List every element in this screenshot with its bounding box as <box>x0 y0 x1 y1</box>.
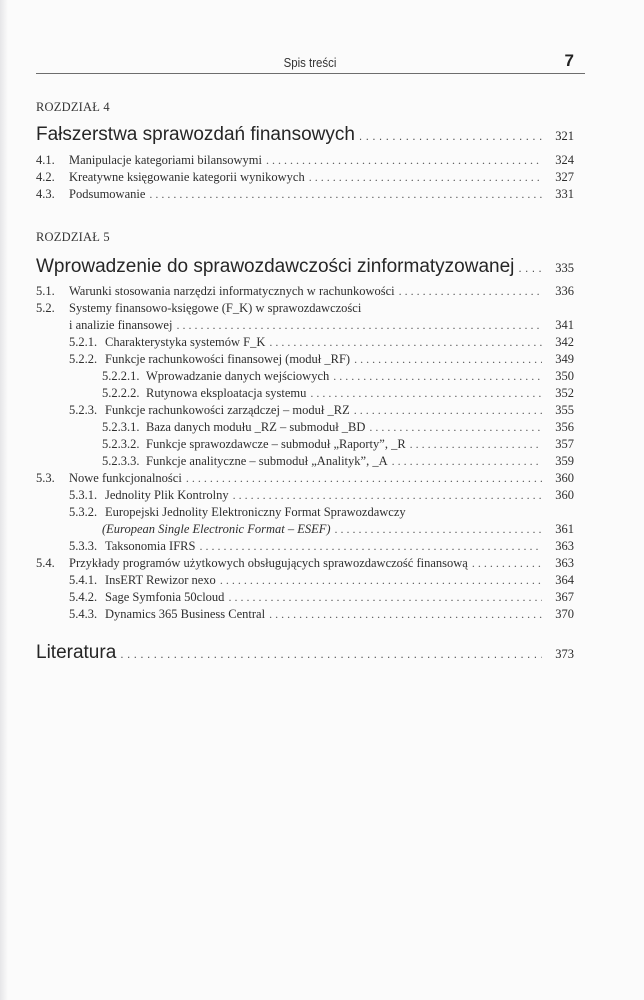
entry-title: Funkcje rachunkowości finansowej (moduł _RF) <box>105 352 351 366</box>
toc-chapter-title[interactable] <box>36 122 584 148</box>
toc-entry[interactable] <box>69 537 584 555</box>
entry-number: 5.2.1. <box>69 335 98 349</box>
toc-entry[interactable] <box>36 168 584 186</box>
page-ref: 335 <box>555 261 574 275</box>
toc-entry[interactable] <box>102 418 584 436</box>
running-title: Spis treści <box>283 55 337 70</box>
leader-dots <box>472 554 542 572</box>
entry-number: 5.3.2. <box>69 505 98 519</box>
entry-title: Dynamics 365 Business Central <box>105 607 266 621</box>
entry-title: Rutynowa eksploatacja systemu <box>146 386 307 400</box>
page-ref: 327 <box>555 170 574 184</box>
leader-dots <box>354 350 542 368</box>
page-edge-shadow <box>0 0 8 1000</box>
leader-dots <box>220 571 542 589</box>
entry-title: Funkcje analityczne – submoduł „Analityk”, _A <box>146 454 388 468</box>
page-header <box>36 50 584 74</box>
toc-entry[interactable] <box>69 350 584 368</box>
toc-entry[interactable] <box>69 486 584 504</box>
toc-entry[interactable] <box>102 384 584 402</box>
entry-title: Nowe funkcjonalności <box>69 471 182 485</box>
page-ref: 357 <box>555 437 574 451</box>
toc-entry-continuation[interactable] <box>69 316 584 334</box>
page-ref: 352 <box>555 386 574 400</box>
toc-entry[interactable] <box>102 452 584 470</box>
leader-dots <box>410 435 542 453</box>
toc-entry[interactable] <box>69 503 584 521</box>
page-ref: 324 <box>555 153 574 167</box>
entry-number: 4.1. <box>36 153 55 167</box>
leader-dots <box>149 185 542 203</box>
page-ref: 349 <box>555 352 574 366</box>
leader-dots <box>120 641 542 667</box>
entry-title-continued: (European Single Electronic Format – ESEF) <box>102 522 331 536</box>
toc-entry[interactable] <box>36 554 584 572</box>
toc-entry[interactable] <box>36 469 584 487</box>
entry-title: Funkcje sprawozdawcze – submoduł „Raporty”, _R <box>146 437 406 451</box>
leader-dots <box>369 418 542 436</box>
toc-entry[interactable] <box>36 299 584 317</box>
toc-entry[interactable] <box>69 588 584 606</box>
chapter-label: ROZDZIAŁ 5 <box>36 230 110 244</box>
toc-entry[interactable] <box>36 151 584 169</box>
entry-number: 5.4.3. <box>69 607 98 621</box>
entry-title: Manipulacje kategoriami bilansowymi <box>69 153 263 167</box>
entry-title: Taksonomia IFRS <box>105 539 196 553</box>
toc-entry[interactable] <box>69 571 584 589</box>
chapter-title: Wprowadzenie do sprawozdawczości zinformatyzowanej <box>36 256 515 277</box>
page-ref: 370 <box>555 607 574 621</box>
page-number: 7 <box>564 51 574 70</box>
page-ref: 364 <box>555 573 574 587</box>
leader-dots <box>176 316 542 334</box>
leader-dots <box>266 151 542 169</box>
entry-number: 5.4.2. <box>69 590 98 604</box>
entry-number: 5.3.3. <box>69 539 98 553</box>
toc-literature[interactable] <box>36 640 584 666</box>
leader-dots <box>269 605 542 623</box>
page-ref: 363 <box>555 539 574 553</box>
entry-title: Baza danych modułu _RZ – submoduł _BD <box>146 420 366 434</box>
entry-number: 5.2.2.1. <box>102 369 140 383</box>
header-rule <box>36 73 585 74</box>
entry-title: Przykłady programów użytkowych obsługujących sprawozdawczość finansową <box>69 556 468 570</box>
toc-entry[interactable] <box>102 435 584 453</box>
entry-title: Jednolity Plik Kontrolny <box>105 488 229 502</box>
leader-dots <box>359 123 542 149</box>
page-ref: 321 <box>555 129 574 143</box>
entry-number: 5.1. <box>36 284 55 298</box>
entry-title: Wprowadzanie danych wejściowych <box>146 369 330 383</box>
entry-title: Podsumowanie <box>69 187 146 201</box>
entry-number: 5.3.1. <box>69 488 98 502</box>
page-ref: 359 <box>555 454 574 468</box>
toc-entry[interactable] <box>36 282 584 300</box>
entry-number: 5.3. <box>36 471 55 485</box>
page-ref: 342 <box>555 335 574 349</box>
entry-title: Sage Symfonia 50cloud <box>105 590 225 604</box>
leader-dots <box>233 486 542 504</box>
entry-number: 5.4. <box>36 556 55 570</box>
entry-number: 5.2.2.2. <box>102 386 140 400</box>
entry-number: 4.2. <box>36 170 55 184</box>
page-ref: 350 <box>555 369 574 383</box>
entry-title: Systemy finansowo-księgowe (F_K) w sprawozdawczości <box>69 301 362 315</box>
entry-number: 5.2.3.1. <box>102 420 140 434</box>
entry-number: 5.4.1. <box>69 573 98 587</box>
leader-dots <box>354 401 542 419</box>
entry-title: Europejski Jednolity Elektroniczny Format Sprawozdawczy <box>105 505 406 519</box>
leader-dots <box>392 452 542 470</box>
page-ref: 367 <box>555 590 574 604</box>
entry-title: InsERT Rewizor nexo <box>105 573 216 587</box>
page-ref: 373 <box>555 647 574 661</box>
leader-dots <box>335 520 542 538</box>
entry-number: 4.3. <box>36 187 55 201</box>
entry-number: 5.2.3.3. <box>102 454 140 468</box>
chapter-title: Fałszerstwa sprawozdań finansowych <box>36 124 355 145</box>
entry-title: Kreatywne księgowanie kategorii wynikowych <box>69 170 305 184</box>
toc-entry[interactable] <box>69 401 584 419</box>
page-ref: 341 <box>555 318 574 332</box>
literature-title: Literatura <box>36 642 117 663</box>
page-ref: 363 <box>555 556 574 570</box>
toc-entry[interactable] <box>69 333 584 351</box>
leader-dots <box>199 537 542 555</box>
entry-title: Charakterystyka systemów F_K <box>105 335 266 349</box>
entry-number: 5.2.2. <box>69 352 98 366</box>
entry-title-continued: i analizie finansowej <box>69 318 173 332</box>
page-ref: 355 <box>555 403 574 417</box>
page-ref: 331 <box>555 187 574 201</box>
entry-number: 5.2. <box>36 301 55 315</box>
page-ref: 356 <box>555 420 574 434</box>
leader-dots <box>399 282 542 300</box>
page-ref: 361 <box>555 522 574 536</box>
entry-number: 5.2.3.2. <box>102 437 140 451</box>
toc-chapter-title[interactable] <box>36 254 584 280</box>
toc-entry[interactable] <box>102 367 584 385</box>
toc-entry-continuation[interactable] <box>102 520 584 538</box>
entry-title: Funkcje rachunkowości zarządczej – moduł _RZ <box>105 403 350 417</box>
chapter-label: ROZDZIAŁ 4 <box>36 100 110 114</box>
toc-entry[interactable] <box>69 605 584 623</box>
leader-dots <box>310 384 542 402</box>
leader-dots <box>186 469 542 487</box>
leader-dots <box>518 255 542 281</box>
leader-dots <box>228 588 542 606</box>
page-ref: 360 <box>555 471 574 485</box>
entry-number: 5.2.3. <box>69 403 98 417</box>
entry-title: Warunki stosowania narzędzi informatycznych w rachunkowości <box>69 284 395 298</box>
toc-entry[interactable] <box>36 185 584 203</box>
leader-dots <box>269 333 542 351</box>
leader-dots <box>333 367 542 385</box>
leader-dots <box>309 168 542 186</box>
page-ref: 336 <box>555 284 574 298</box>
page-ref: 360 <box>555 488 574 502</box>
